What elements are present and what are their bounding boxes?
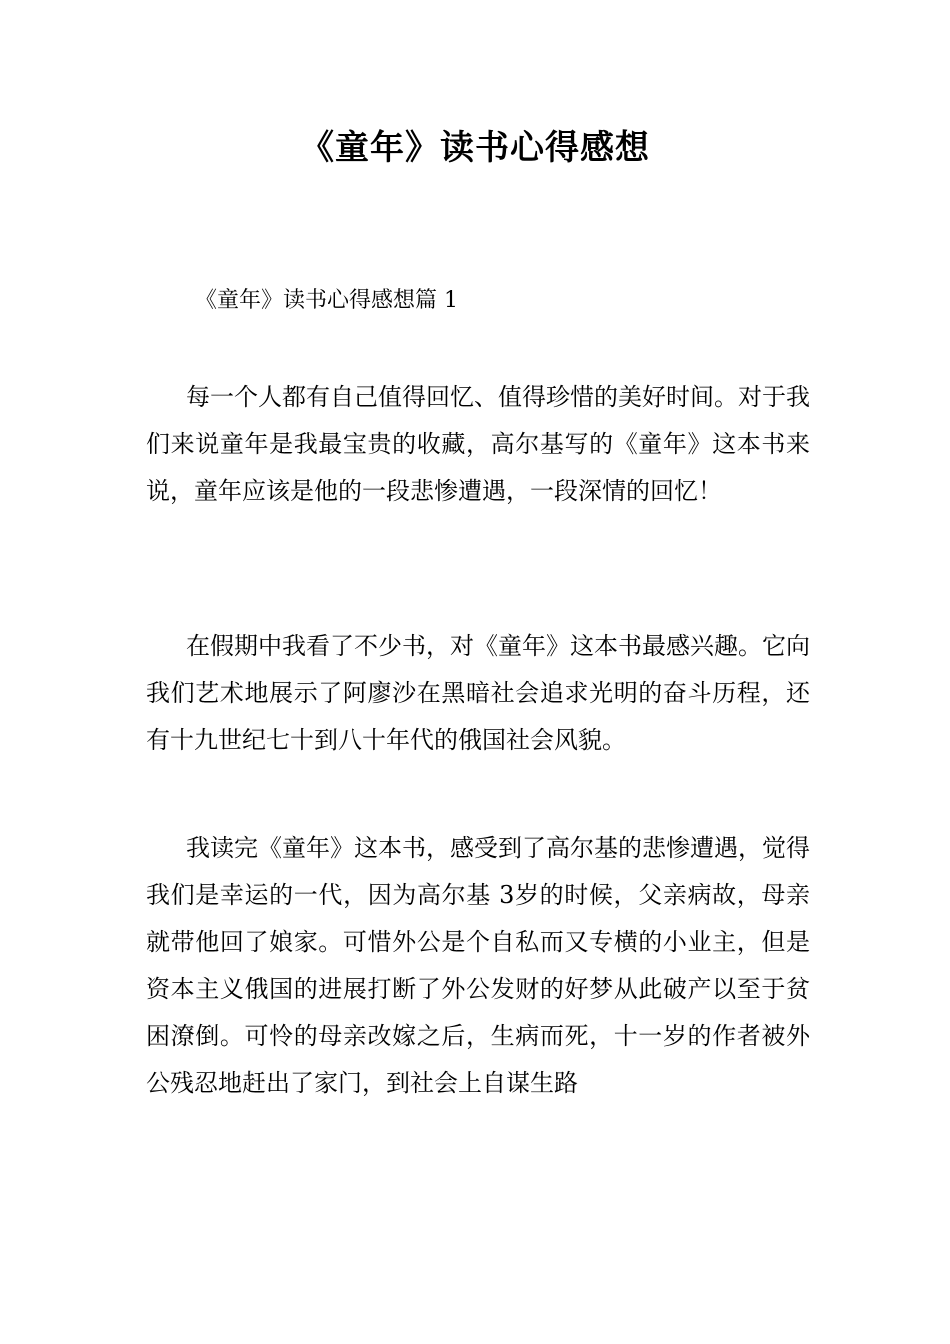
paragraph-3: 我读完《童年》这本书，感受到了高尔基的悲惨遭遇，觉得我们是幸运的一代，因为高尔基 3岁的时候，父亲病故，母亲就带他回了娘家。可惜外公是个自私而又专横的小业主，但是资本主义俄国的进展打断了外公发财的好梦从此破产以至于贫困潦倒。可怜的母亲改嫁之后，生病而死，十一岁的作者被外公残忍地赶出了家门，到社会上自谋生路 [146,834,810,1097]
paragraph-2: 在假期中我看了不少书，对《童年》这本书最感兴趣。它向我们艺术地展示了阿廖沙在黑暗社会追求光明的奋斗历程，还有十九世纪七十到八十年代的俄国社会风貌。 [146,632,810,754]
paragraph-1: 每一个人都有自己值得回忆、值得珍惜的美好时间。对于我们来说童年是我最宝贵的收藏，高尔基写的《童年》这本书来说，童年应该是他的一段悲惨遭遇，一段深情的回忆！ [146,383,810,505]
document-title: 《童年》读书心得感想 [300,128,650,168]
section-heading: 《童年》读书心得感想篇 1 [195,288,458,313]
